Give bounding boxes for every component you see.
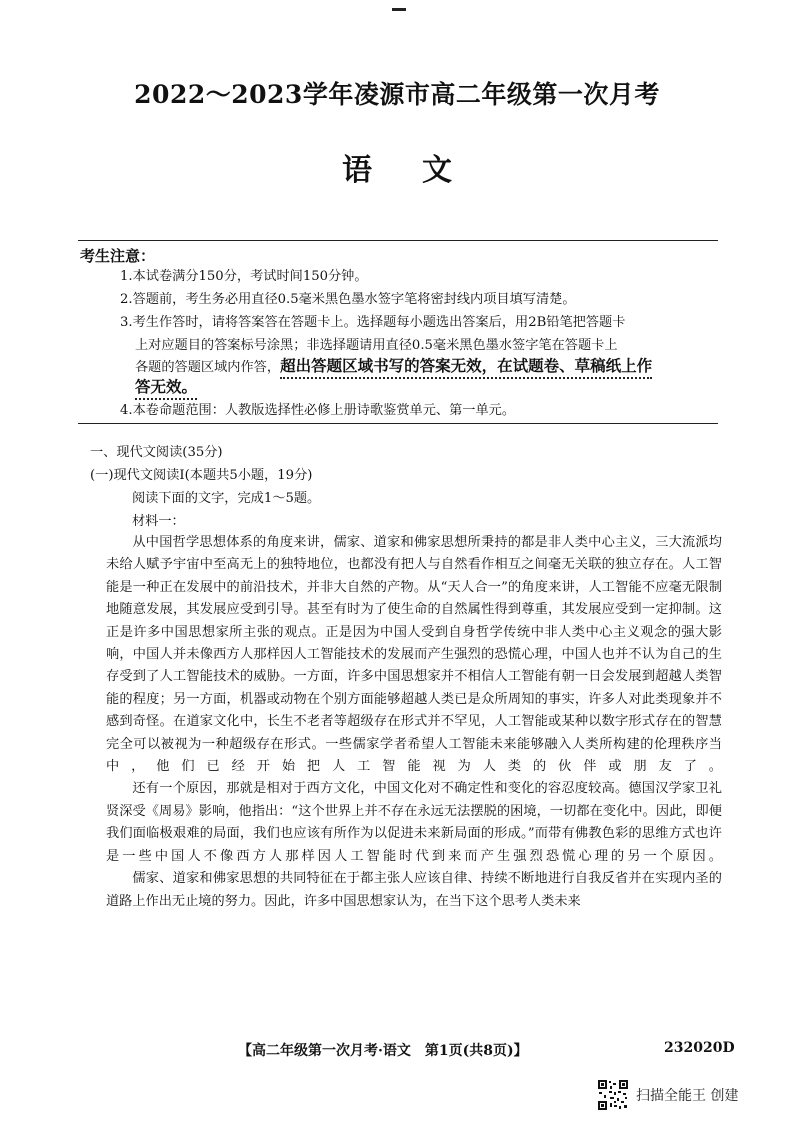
notice-item-1: 1.本试卷满分150分，考试时间150分钟。	[120, 269, 368, 284]
qr-code-icon	[597, 1079, 629, 1111]
scanner-label: 扫描全能王 创建	[636, 1088, 739, 1104]
passage-paragraph-3: 儒家、道家和佛家思想的共同特征在于都主张人应该自律、持续不断地进行自我反省并在实现内圣的道路上作出无止境的努力。因此，许多中国思想家认为，在当下这个思考人类未来	[106, 871, 722, 909]
section-heading: 一、现代文阅读(35分)	[90, 445, 223, 460]
passage-paragraph-1: 从中国哲学思想体系的角度来讲，儒家、道家和佛家思想所秉持的都是非人类中心主义，三大流派均未给人赋予宇宙中至高无上的独特地位，也都没有把人与自然看作相互之间毫无关联的独立存在。人工智能是一种正在发展中的前沿技术，并非大自然的产物。从“天人合一”的角度来讲，人工智能不应毫无限制地随意发展，其发展应受到引导。甚至有时为了使生命的自然属性得到尊重，其发展应受到一定抑制。这正是许多中国思想家所主张的观点。正是因为中国人受到自身哲学传统中非人类中心主义观念的强大影响，中国人并未像西方人那样因人工智能技术的发展而产生强烈的恐慌心理，中国人也并不认为自己的生存受到了人工智能技术的威胁。一方面，许多中国思想家并不相信人工智能有朝一日会发展到超越人类智能的程度；另一方面，机器或动物在个别方面能够超越人类已是众所周知的事实，许多人对此类现象并不感到奇怪。在道家文化中，长生不老者等超级存在形式并不罕见，人工智能或某种以数字形式存在的智慧完全可以被视为一种超级存在形式。一些儒家学者希望人工智能未来能够融入人类所构建的伦理秩序当中，他们已经开始把人工智能视为人类的伙伴或朋友了。	[106, 535, 722, 775]
passage-body	[106, 532, 722, 913]
notice-item-2: 2.答题前，考生务必用直径0.5毫米黑色墨水签字笔将密封线内项目填写清楚。	[120, 292, 576, 307]
subject-title: 语文	[342, 153, 502, 188]
notice-item-3-line-1: 3.考生作答时，请将答案答在答题卡上。选择题每小题选出答案后，用2B铅笔把答题卡	[120, 315, 626, 330]
scan-edge-mark	[392, 8, 406, 11]
exam-title: 2022～2023学年凌源市高二年级第一次月考	[134, 80, 660, 109]
notice-item-3-line-3-normal: 各题的答题区域内作答，	[135, 360, 281, 375]
notice-item-3-line-2: 上对应题目的答案标号涂黑；非选择题请用直径0.5毫米黑色墨水签字笔在答题卡上	[135, 338, 618, 353]
sub-section-heading: (一)现代文阅读Ⅰ(本题共5小题，19分)	[90, 468, 313, 483]
notice-item-3-emphasis-end: 答无效。	[135, 378, 197, 400]
reading-instruction: 阅读下面的文字，完成1～5题。	[132, 491, 321, 506]
footer-exam-code: 232020D	[664, 1040, 735, 1056]
notice-title: 考生注意：	[80, 247, 156, 265]
notice-item-3-emphasis: 超出答题区域书写的答案无效，在试题卷、草稿纸上作	[280, 357, 652, 379]
footer-page-info: 【高二年级第一次月考·语文 第1页(共8页)】	[238, 1043, 528, 1059]
passage-paragraph-2: 还有一个原因，那就是相对于西方文化，中国文化对不确定性和变化的容忍度较高。德国汉学家卫礼贤深受《周易》影响，他指出：“这个世界上并不存在永远无法摆脱的困境，一切都在变化中。因此，即便我们面临极艰难的局面，我们也应该有所作为以促进未来新局面的形成。”而带有佛教色彩的思维方式也许是一些中国人不像西方人那样因人工智能时代到来而产生强烈恐慌心理的另一个原因。	[106, 781, 722, 864]
notice-item-3-line-3	[135, 356, 652, 378]
notice-item-4: 4.本卷命题范围：人教版选择性必修上册诗歌鉴赏单元、第一单元。	[120, 403, 516, 418]
scanner-watermark	[597, 1078, 738, 1112]
notice-box	[78, 240, 718, 424]
material-label: 材料一：	[132, 514, 185, 529]
notice-item-3-line-4	[135, 377, 197, 399]
